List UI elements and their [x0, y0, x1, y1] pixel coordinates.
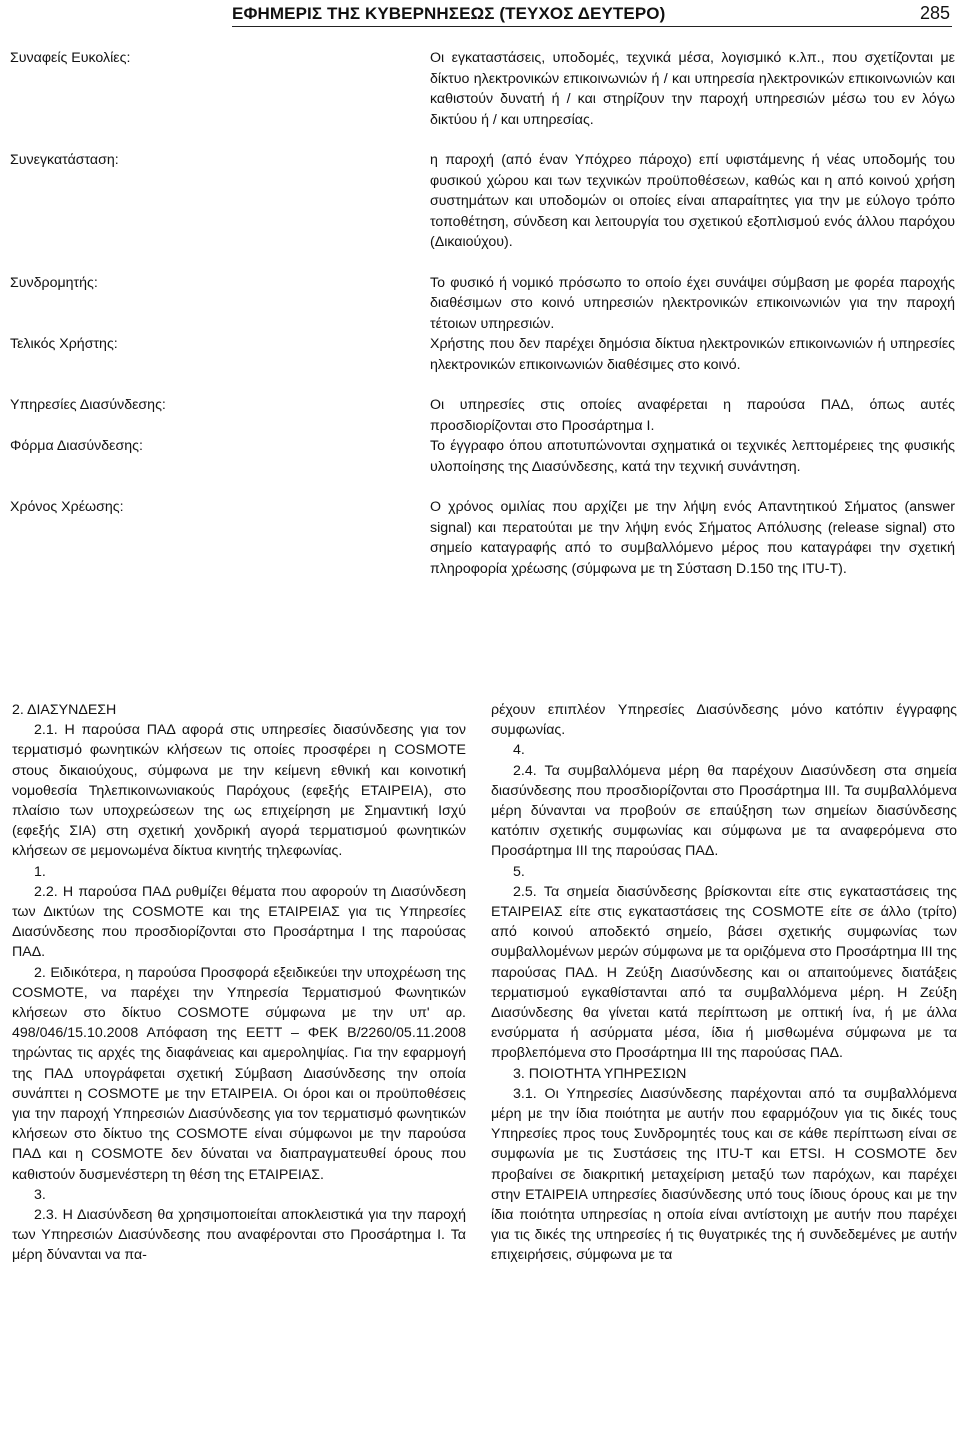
right-column — [491, 700, 957, 1266]
definition-term: Φόρμα Διασύνδεσης: — [10, 438, 143, 454]
gazette-title: ΕΦΗΜΕΡΙΣ ΤΗΣ ΚΥΒΕΡΝΗΣΕΩΣ (ΤΕΥΧΟΣ ΔΕΥΤΕΡΟ) — [232, 4, 666, 23]
definition-text: Οι εγκαταστάσεις, υποδομές, τεχνικά μέσα, λογισμικό κ.λπ., που σχετίζονται με δίκτυο ηλεκτρονικών επικοινωνιών ή / και υπηρεσία ηλεκτρονικών επικοινωνιών και καθιστούν δυνατή ή / και στηρίζουν την παροχή υπηρεσιών μέσω του εν λόγω δικτύου ή / και υπηρεσίας. — [430, 50, 955, 128]
definition-term: Συναφείς Ευκολίες: — [10, 50, 131, 66]
paragraph: 2.2. Η παρούσα ΠΑΔ ρυθμίζει θέματα που αφορούν τη Διασύνδεση των Δικτύων της COSMOTE και της ΕΤΑΙΡΕΙΑΣ για τις Υπηρεσίες Διασύνδεσης που προσδιορίζονται στο Προσάρτημα Ι της παρούσας ΠΑΔ. — [12, 883, 466, 961]
page-header — [232, 2, 952, 27]
list-number: 1. — [34, 863, 46, 880]
definition-term: Χρόνος Χρέωσης: — [10, 499, 124, 515]
section-heading: 3. ΠΟΙΟΤΗΤΑ ΥΠΗΡΕΣΙΩΝ — [513, 1065, 687, 1082]
definition-term: Συνδρομητής: — [10, 274, 98, 291]
definition-text: Ο χρόνος ομιλίας που αρχίζει με την λήψη ενός Απαντητικού Σήματος (answer signal) και περατούται με την λήψη ενός Σήματος Απόλυσης (release signal) στο σημείο καταγραφής από το συμβαλλόμενο μέρος που καταγράφει την σχετική πληροφορία χρέωσης (σύμφωνα με τη Σύσταση D.150 της ITU-T). — [430, 499, 955, 577]
paragraph: 3.1. Οι Υπηρεσίες Διασύνδεσης παρέχονται από τα συμβαλλόμενα μέρη με την ίδια ποιότητα με αυτήν που εφαρμόζουν για τις δικές τους Υπηρεσίες προς τους Συνδρομητές τους και σε κάθε περίπτωση είναι σε συμφωνία με τις Συστάσεις της ITU-T και ETSI. Η COSMOTE δεν προβαίνει σε διακριτική μεταχείριση μεταξύ των παρόχων, και παρέχει στην ΕΤΑΙΡΕΙΑ υπηρεσίες διασύνδεσης υπό τους ίδιους όρους και με την ίδια ποιότητα υπηρεσίας η οποία είναι αντίστοιχη με αυτήν που παρέχει για τις δικές της υπηρεσίες ή τις θυγατρικές της ή συνδεδεμένες με αυτήν επιχειρήσεις, σύμφωνα με τα — [491, 1085, 957, 1264]
paragraph: 2.4. Τα συμβαλλόμενα μέρη θα παρέχουν Διασύνδεση στα σημεία διασύνδεσης που προσδιορίζονται στο Προσάρτημα ΙΙΙ. Τα συμβαλλόμενα μέρη δύνανται να προβούν σε επαύξηση των σημείων διασύνδεσης κατόπιν σχετικής συμφωνίας και σύμφωνα με τα αναφερόμενα στο Προσάρτημα ΙΙΙ της παρούσας ΠΑΔ. — [491, 762, 957, 860]
paragraph: 2. Ειδικότερα, η παρούσα Προσφορά εξειδικεύει την υποχρέωση της COSMOTE, να παρέχει την Υπηρεσία Τερματισμού Φωνητικών κλήσεων στο δίκτυο COSMOTE σύμφωνα με την υπ' αρ. 498/046/15.10.2008 Απόφαση της ΕΕΤΤ – ΦΕΚ Β/2260/05.11.2008 τηρώντας τις αρχές της διαφάνειας και αμεροληψίας. Για την εφαρμογή της ΠΑΔ υπογράφεται σχετική Σύμβαση Διασύνδεσης την οποία συνάπτει η COSMOTE με την ΕΤΑΙΡΕΙΑ. Οι όροι και οι προϋποθέσεις για την παροχή Υπηρεσιών Διασύνδεσης για τον τερματισμό φωνητικών κλήσεων στο δίκτυο της COSMOTE είναι σύμφωνοι με την παρούσα ΠΑΔ και η COSMOTE δεν δύναται να διαπραγματευθεί όρους που καθιστούν δυσμενέστερη τη θέση της ΕΤΑΙΡΕΙΑΣ. — [12, 964, 466, 1183]
definition-row — [10, 273, 955, 335]
paragraph: 2.3. Η Διασύνδεση θα χρησιμοποιείται αποκλειστικά για την παροχή των Υπηρεσιών Διασύνδεσης που αναφέρονται στο Προσάρτημα Ι. Τα μέρη δύνανται να πα- — [12, 1207, 466, 1264]
definition-row — [10, 497, 955, 579]
definition-text: η παροχή (από έναν Υπόχρεο πάροχο) επί υφιστάμενης ή νέας υποδομής του φυσικού χώρου και των τεχνικών προϋποθέσεων, καθώς και η από κοινού χρήση συστημάτων και υποδομών οι οποίες είναι απαραίτητες για την με εύλογο τρόπο τοποθέτηση, σύνδεση και λειτουργία του σχετικού εξοπλισμού ενός άλλου παρόχου (Δικαιούχου). — [430, 152, 955, 250]
paragraph: ρέχουν επιπλέον Υπηρεσίες Διασύνδεσης μόνο κατόπιν έγγραφης συμφωνίας. — [491, 702, 957, 739]
page-number: 285 — [919, 3, 950, 23]
definition-text: Το φυσικό ή νομικό πρόσωπο το οποίο έχει συνάψει σύμβαση με φορέα παροχής διαθέσιμων στο κοινό υπηρεσιών ηλεκτρονικών επικοινωνιών για την παροχή τέτοιων υπηρεσιών. — [430, 274, 955, 332]
definition-row — [10, 436, 955, 477]
left-column — [12, 700, 466, 1266]
paragraph: 2.5. Τα σημεία διασύνδεσης βρίσκονται είτε στις εγκαταστάσεις της ΕΤΑΙΡΕΙΑΣ είτε στις εγκαταστάσεις της COSMOTE είτε σε άλλο (τρίτο) από κοινού αποδεκτό σημείο, βάσει σχετικής συμφωνίας των συμβαλλομένων μερών σύμφωνα με τα οριζόμενα στο Προσάρτημα ΙΙΙ της παρούσας ΠΑΔ. Η Ζεύξη Διασύνδεσης και οι απαιτούμενες διατάξεις τερματισμού εγκαθίστανται από τα συμβαλλόμενα μέρη. Η Ζεύξη Διασύνδεσης θα γίνεται κατά περίπτωση με οπτική ίνα, ή με άλλα ενσύρματα ή ασύρματα μέσα, ίδια ή μισθωμένα σύμφωνα με τα προβλεπόμενα στο Προσάρτημα ΙΙΙ της παρούσας ΠΑΔ. — [491, 883, 957, 1062]
section-heading: 2. ΔΙΑΣΥΝΔΕΣΗ — [12, 702, 117, 718]
list-number: 5. — [513, 863, 525, 880]
definition-row — [10, 334, 955, 375]
definition-text: Χρήστης που δεν παρέχει δημόσια δίκτυα ηλεκτρονικών επικοινωνιών ή υπηρεσίες ηλεκτρονικών επικοινωνιών διαθέσιμες στο κοινό. — [430, 336, 955, 373]
definition-text: Οι υπηρεσίες στις οποίες αναφέρεται η παρούσα ΠΑΔ, όπως αυτές προσδιορίζονται στο Προσάρτημα Ι. — [430, 397, 955, 434]
paragraph: 2.1. Η παρούσα ΠΑΔ αφορά στις υπηρεσίες διασύνδεσης για τον τερματισμό φωνητικών κλήσεων τις οποίες προσφέρει η COSMOTE στους δικαιούχους, σύμφωνα με την κείμενη εθνική και κοινοτική νομοθεσία Τηλεπικοινωνιακούς Παρόχους (εφεξής ΕΤΑΙΡΕΙΑ), στο πλαίσιο των υποχρεώσεων της ως επιχείρηση με Σημαντική Ισχύ (εφεξής ΣΙΑ) στη σχετική χονδρική αγορά τερματισμού φωνητικών κλήσεων σε μεμονωμένα δίκτυα κινητής τηλεφωνίας. — [12, 722, 466, 860]
definition-row — [10, 48, 955, 130]
definitions-list — [10, 48, 955, 599]
definition-term: Συνεγκατάσταση: — [10, 152, 119, 168]
list-number: 4. — [513, 742, 525, 759]
definition-term: Υπηρεσίες Διασύνδεσης: — [10, 397, 166, 413]
definition-term: Τελικός Χρήστης: — [10, 336, 118, 352]
definition-row — [10, 150, 955, 253]
definition-row — [10, 395, 955, 436]
list-number: 3. — [34, 1186, 46, 1203]
definition-text: Το έγγραφο όπου αποτυπώνονται σχηματικά οι τεχνικές λεπτομέρειες της φυσικής υλοποίησης της Διασύνδεσης, κατά την τεχνική συνάντηση. — [430, 438, 955, 475]
